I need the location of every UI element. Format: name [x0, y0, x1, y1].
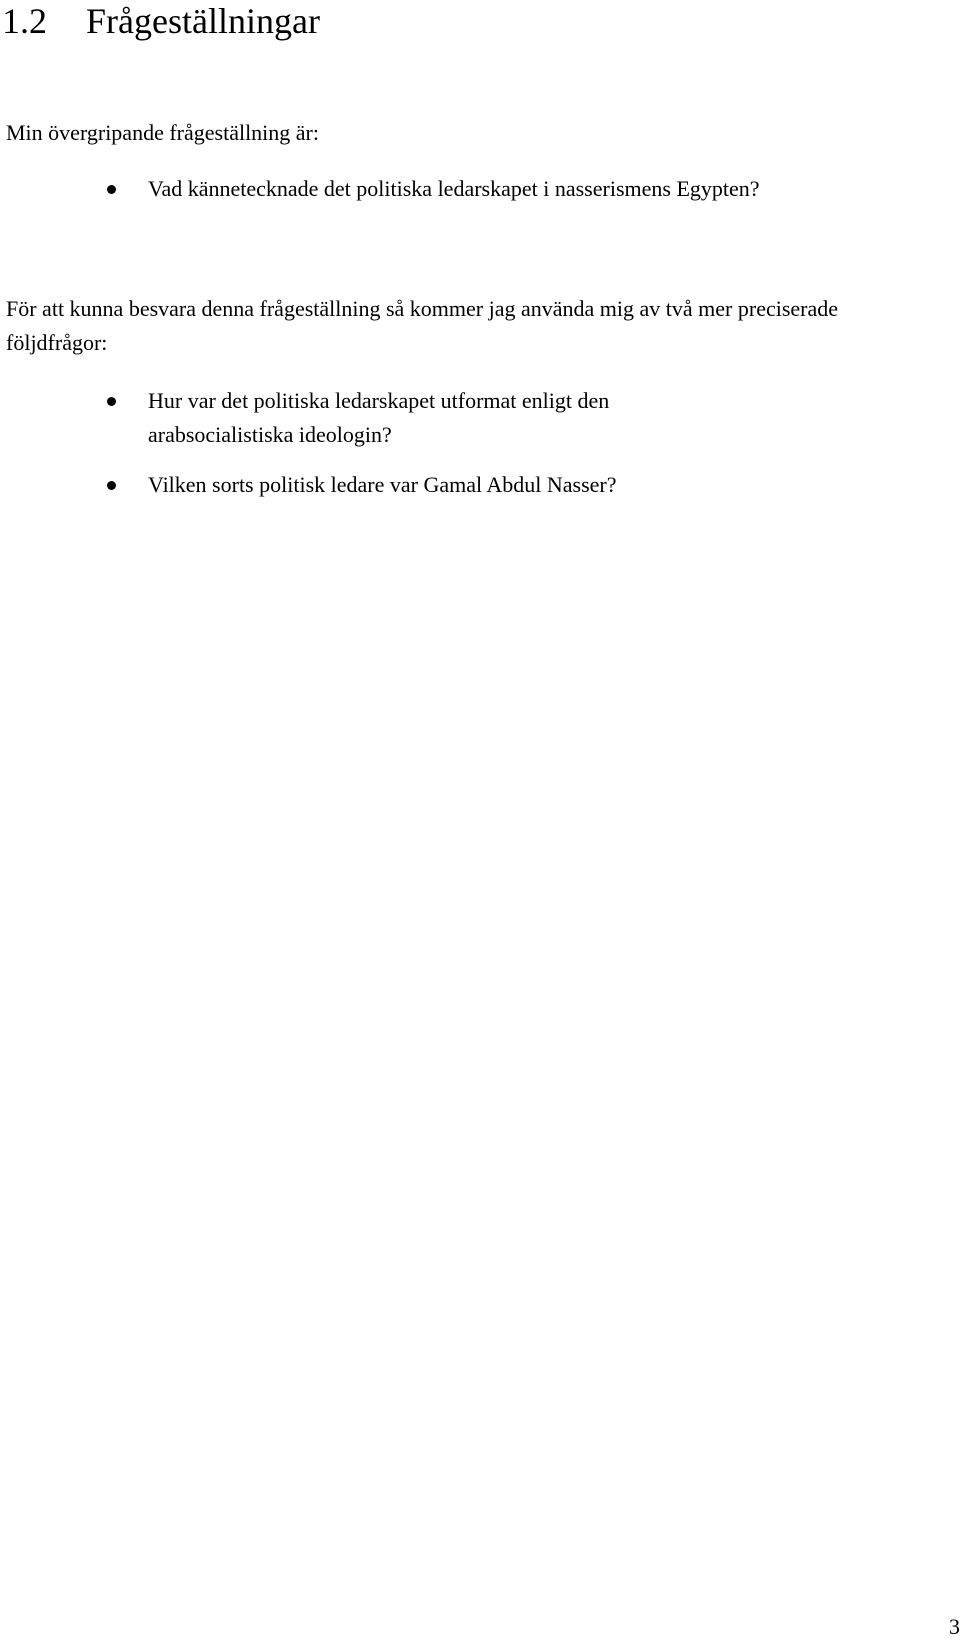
- followup-question: Vilken sorts politisk ledare var Gamal Abdul Nasser?: [148, 472, 617, 497]
- section-title: Frågeställningar: [86, 1, 320, 41]
- main-question: Vad kännetecknade det politiska ledarskapet i nasserismens Egypten?: [148, 176, 760, 201]
- followup-question-list: [0, 384, 768, 502]
- section-heading: [0, 0, 320, 42]
- page-number: 3: [949, 1614, 960, 1639]
- followup-intro-paragraph: För att kunna besvara denna frågeställning så kommer jag använda mig av två mer preciserade följdfrågor:: [6, 296, 839, 355]
- list-item: [0, 172, 788, 206]
- bullet-icon: [107, 397, 116, 406]
- list-item: [0, 384, 728, 452]
- bullet-icon: [107, 185, 116, 194]
- main-question-list: [0, 172, 788, 206]
- followup-question: Hur var det politiska ledarskapet utformat enligt den arabsocialistiska ideologin?: [148, 388, 610, 447]
- section-number: 1.2: [2, 1, 47, 41]
- bullet-icon: [107, 481, 116, 490]
- intro-paragraph: Min övergripande frågeställning är:: [6, 120, 319, 145]
- list-item: [0, 468, 768, 502]
